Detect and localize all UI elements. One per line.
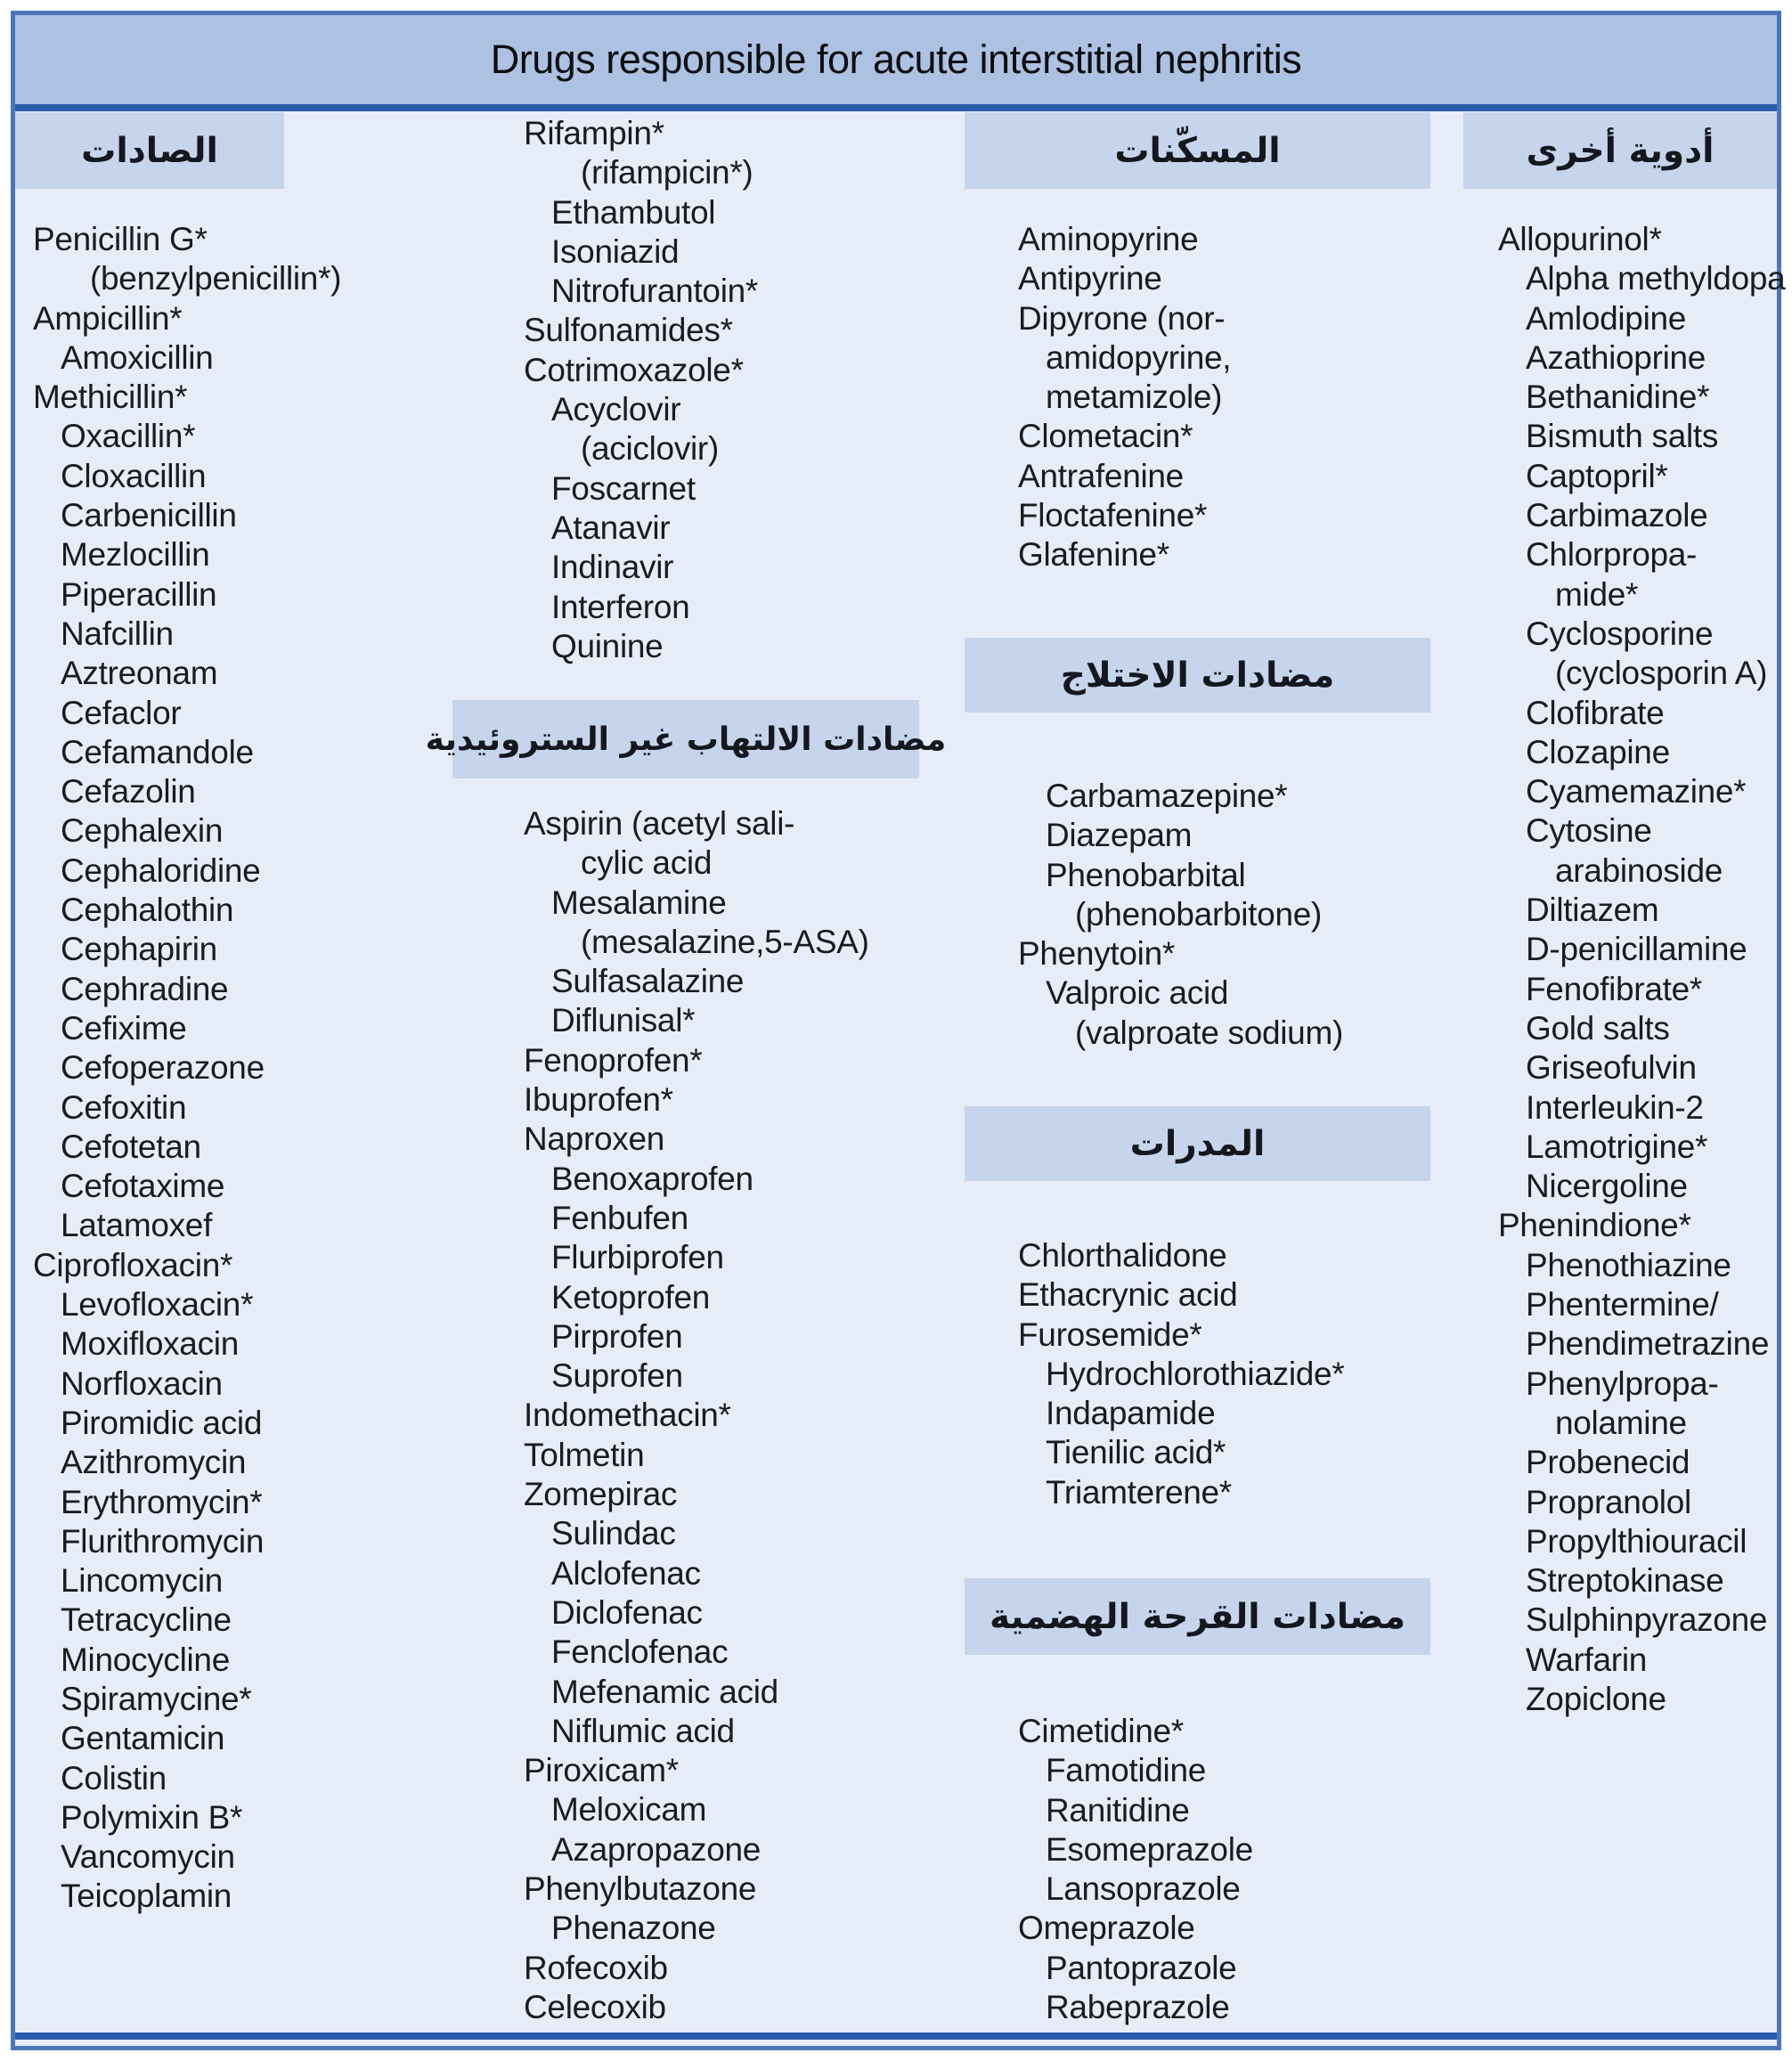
drug-item: Sulindac	[551, 1515, 676, 1552]
drug-item: nolamine	[1555, 1404, 1687, 1441]
section-header-antibiotics	[15, 112, 284, 189]
drug-item: Diazepam	[1046, 817, 1193, 854]
drug-item: Streptokinase	[1526, 1562, 1724, 1600]
drug-item: Hydrochlorothiazide*	[1046, 1355, 1345, 1392]
drug-item: Ibuprofen*	[524, 1081, 673, 1119]
drug-item: Cephradine	[61, 970, 229, 1007]
drug-item: Teicoplamin	[61, 1878, 232, 1915]
drug-item: Azithromycin	[61, 1444, 247, 1481]
drug-item: Indomethacin*	[524, 1397, 731, 1434]
drug-item: Cytosine	[1526, 812, 1652, 850]
drug-item: Phenylpropa-	[1526, 1364, 1719, 1402]
drug-item: Lansoprazole	[1046, 1870, 1241, 1908]
drug-item: Tetracycline	[61, 1601, 232, 1639]
drug-item: Indapamide	[1046, 1395, 1216, 1432]
drug-item: Piroxicam*	[524, 1752, 679, 1789]
drug-item: (phenobarbitone)	[1075, 895, 1323, 933]
drug-item: Flurithromycin	[61, 1522, 265, 1560]
drug-item: Mefenamic acid	[551, 1673, 778, 1710]
drug-list-nsaids	[524, 804, 933, 2027]
drug-list-antiulcer	[1018, 1712, 1437, 2027]
drug-item: Mezlocillin	[61, 536, 210, 574]
drug-item: Polymixin B*	[61, 1798, 243, 1836]
drug-item: Lincomycin	[61, 1562, 224, 1600]
drug-item: Captopril*	[1526, 457, 1668, 494]
figure-title: Drugs responsible for acute interstitial nephritis	[490, 37, 1302, 82]
drug-item: Ethacrynic acid	[1018, 1276, 1238, 1314]
drug-item: Piperacillin	[61, 575, 217, 613]
drug-item: Amoxicillin	[61, 338, 214, 376]
drug-item: Naproxen	[524, 1120, 665, 1158]
drug-item: Tienilic acid*	[1046, 1434, 1226, 1471]
drug-item: D-penicillamine	[1526, 931, 1747, 968]
drug-item: Cloxacillin	[61, 457, 207, 494]
drug-item: (benzylpenicillin*)	[90, 260, 342, 297]
drug-list-antibiotics	[33, 220, 444, 1917]
drug-item: Nitrofurantoin*	[551, 273, 759, 310]
drug-item: Cephaloridine	[61, 851, 261, 889]
drug-item: Gold salts	[1526, 1009, 1670, 1047]
title-bar	[15, 15, 1777, 104]
drug-item: Alclofenac	[551, 1554, 701, 1592]
drug-item: Oxacillin*	[61, 418, 196, 455]
drug-item: Phenazone	[551, 1910, 716, 1947]
drug-item: Famotidine	[1046, 1752, 1207, 1789]
drug-item: Cotrimoxazole*	[524, 351, 744, 388]
drug-item: Ethambutol	[551, 193, 716, 231]
drug-item: (aciclovir)	[581, 430, 719, 468]
drug-item: Cefazolin	[61, 773, 196, 811]
drug-item: arabinoside	[1555, 851, 1723, 889]
drug-item: Phendimetrazine	[1526, 1325, 1770, 1363]
drug-item: Gentamicin	[61, 1720, 225, 1757]
drug-item: Valproic acid	[1046, 974, 1229, 1012]
drug-item: Rabeprazole	[1046, 1989, 1230, 2026]
drug-item: Methicillin*	[33, 379, 188, 416]
section-header-antibiotics-label: الصادات	[81, 130, 218, 171]
section-header-anticonvulsants-label: مضادات الاختلاج	[1060, 655, 1335, 696]
drug-item: Zomepirac	[524, 1476, 678, 1513]
drug-item: Carbamazepine*	[1046, 778, 1288, 814]
drug-item: Probenecid	[1526, 1444, 1690, 1481]
drug-item: Carbimazole	[1526, 497, 1708, 534]
drug-item: Piromidic acid	[61, 1404, 263, 1441]
drug-item: Cefotaxime	[61, 1168, 225, 1205]
drug-item: Fenofibrate*	[1526, 970, 1702, 1007]
drug-item: Interferon	[551, 588, 690, 625]
drug-item: Ciprofloxacin*	[33, 1246, 233, 1283]
drug-item: Isoniazid	[551, 232, 680, 270]
drug-item: Phenindione*	[1498, 1207, 1691, 1244]
drug-item: Esomeprazole	[1046, 1830, 1253, 1868]
drug-item: Antrafenine	[1018, 457, 1184, 494]
drug-item: Rifampin*	[524, 115, 664, 151]
drug-item: Cefaclor	[61, 694, 182, 731]
drug-item: Phentermine/	[1526, 1286, 1719, 1324]
drug-item: Cefoperazone	[61, 1049, 265, 1087]
bottom-separator-rule	[15, 2032, 1777, 2040]
drug-item: Norfloxacin	[61, 1364, 223, 1402]
drug-item: Azapropazone	[551, 1830, 762, 1868]
drug-item: Furosemide*	[1018, 1316, 1202, 1353]
drug-item: Benoxaprofen	[551, 1160, 753, 1197]
drug-item: Clometacin*	[1018, 418, 1193, 455]
drug-item: Ampicillin*	[33, 299, 183, 337]
drug-item: metamizole)	[1046, 379, 1223, 416]
drug-item: Vancomycin	[61, 1838, 235, 1876]
section-header-diuretics	[965, 1106, 1430, 1181]
drug-item: Quinine	[551, 627, 664, 664]
section-header-nsaids-label: مضادات الالتهاب غير الستروئيدية	[425, 721, 947, 758]
drug-list-antibiotics-cont	[524, 114, 933, 666]
drug-item: Latamoxef	[61, 1207, 213, 1244]
drug-item: Nicergoline	[1526, 1168, 1688, 1205]
drug-item: Cefamandole	[61, 733, 254, 770]
drug-item: Antipyrine	[1018, 260, 1162, 297]
drug-item: Phenobarbital	[1046, 856, 1246, 893]
drug-item: Pantoprazole	[1046, 1949, 1237, 1986]
drug-item: Chlorthalidone	[1018, 1237, 1227, 1274]
drug-list-diuretics	[1018, 1236, 1437, 1512]
drug-item: Pirprofen	[551, 1317, 683, 1355]
section-header-other-drugs-label: أدوية أخرى	[1526, 130, 1715, 171]
drug-item: Diltiazem	[1526, 892, 1659, 929]
drug-item: Niflumic acid	[551, 1712, 735, 1749]
drug-item: Fenoprofen*	[524, 1041, 703, 1079]
drug-item: Phenothiazine	[1526, 1246, 1731, 1283]
section-header-analgesics	[965, 112, 1430, 189]
drug-item: Cephapirin	[61, 931, 217, 968]
drug-item: Propranolol	[1526, 1483, 1691, 1520]
drug-item: Indinavir	[551, 549, 674, 586]
drug-item: Zopiclone	[1526, 1680, 1666, 1717]
drug-item: Foscarnet	[551, 469, 696, 507]
drug-item: Bismuth salts	[1526, 418, 1719, 455]
drug-item: Diflunisal*	[551, 1002, 696, 1039]
drug-item: Acyclovir	[551, 391, 681, 428]
drug-item: Ketoprofen	[551, 1278, 711, 1316]
drug-item: Sulphinpyrazone	[1526, 1601, 1768, 1639]
drug-item: Chlorpropa-	[1526, 536, 1698, 574]
drug-item: Cefoxitin	[61, 1088, 187, 1126]
drug-item: Bethanidine*	[1526, 379, 1710, 416]
drug-item: Cimetidine*	[1018, 1713, 1184, 1749]
drug-item: (valproate sodium)	[1075, 1014, 1344, 1051]
drug-item: Alpha methyldopa	[1526, 260, 1786, 297]
drug-item: Griseofulvin	[1526, 1049, 1697, 1087]
drug-item: Suprofen	[551, 1357, 683, 1395]
drug-item: Atanavir	[551, 509, 671, 546]
section-header-nsaids	[425, 700, 947, 778]
drug-item: (rifampicin*)	[581, 154, 753, 191]
drug-item: Levofloxacin*	[61, 1286, 254, 1324]
drug-item: Aminopyrine	[1018, 221, 1199, 257]
drug-item: Azathioprine	[1526, 338, 1706, 376]
section-header-other-drugs	[1463, 112, 1777, 189]
drug-item: Amlodipine	[1526, 299, 1687, 337]
drug-item: Glafenine*	[1018, 536, 1169, 574]
drug-item: Moxifloxacin	[61, 1325, 239, 1363]
drug-item: Aztreonam	[61, 655, 218, 692]
drug-item: Tolmetin	[524, 1436, 645, 1473]
drug-item: Erythromycin*	[61, 1483, 263, 1520]
drug-list-other-drugs	[1498, 220, 1792, 1719]
drug-item: Sulfonamides*	[524, 312, 733, 349]
drug-item: Fenbufen	[551, 1199, 688, 1236]
drug-item: (cyclosporin A)	[1555, 655, 1768, 692]
drug-item: mide*	[1555, 575, 1639, 613]
drug-list-analgesics	[1018, 220, 1437, 575]
drug-item: Allopurinol*	[1498, 221, 1662, 257]
drug-item: Fenclofenac	[551, 1633, 729, 1671]
drug-item: Nafcillin	[61, 615, 174, 652]
section-header-analgesics-label: المسكّنات	[1114, 130, 1281, 171]
drug-item: Lamotrigine*	[1526, 1128, 1708, 1165]
drug-item: Clofibrate	[1526, 694, 1665, 731]
drug-item: Meloxicam	[551, 1791, 707, 1829]
drug-item: Cephalothin	[61, 892, 234, 929]
section-header-antiulcer	[965, 1578, 1430, 1655]
drug-item: Omeprazole	[1018, 1910, 1195, 1947]
drug-item: Penicillin G*	[33, 221, 208, 257]
drug-item: Cyclosporine	[1526, 615, 1714, 652]
drug-item: Spiramycine*	[61, 1680, 252, 1717]
drug-item: Cefotetan	[61, 1128, 201, 1165]
section-header-anticonvulsants	[965, 638, 1430, 713]
drug-item: Flurbiprofen	[551, 1239, 724, 1276]
drug-list-anticonvulsants	[1018, 777, 1437, 1053]
drug-item: Cefixime	[61, 1009, 187, 1047]
drug-item: Interleukin-2	[1526, 1088, 1704, 1126]
drug-item: Dipyrone (nor-	[1018, 299, 1226, 337]
drug-item: Aspirin (acetyl sali-	[524, 805, 795, 842]
drug-item: cylic acid	[581, 844, 713, 882]
drug-item: Carbenicillin	[61, 497, 237, 534]
drug-item: Cyamemazine*	[1526, 773, 1747, 811]
drug-item: Minocycline	[61, 1641, 230, 1678]
drug-item: Triamterene*	[1046, 1473, 1232, 1511]
drug-item: Phenytoin*	[1018, 935, 1175, 973]
drug-item: Phenylbutazone	[524, 1870, 757, 1908]
drug-item: Diclofenac	[551, 1593, 703, 1631]
drug-item: Ranitidine	[1046, 1791, 1190, 1829]
drug-item: Cephalexin	[61, 812, 224, 850]
drug-item: Rofecoxib	[524, 1949, 668, 1986]
drug-item: Floctafenine*	[1018, 497, 1208, 534]
top-separator-rule	[15, 104, 1777, 111]
section-header-antiulcer-label: مضادات القرحة الهضمية	[990, 1596, 1405, 1637]
drug-item: Mesalamine	[551, 884, 727, 921]
drug-item: Warfarin	[1526, 1641, 1648, 1678]
section-header-diuretics-label: المدرات	[1129, 1123, 1266, 1164]
drug-item: (mesalazine,5-ASA)	[581, 923, 869, 960]
drug-item: Propylthiouracil	[1526, 1522, 1747, 1560]
drug-item: Sulfasalazine	[551, 963, 745, 1000]
drug-item: Celecoxib	[524, 1988, 666, 2025]
drug-item: Colistin	[61, 1759, 167, 1796]
drug-item: Clozapine	[1526, 733, 1670, 770]
drug-item: amidopyrine,	[1046, 338, 1232, 376]
